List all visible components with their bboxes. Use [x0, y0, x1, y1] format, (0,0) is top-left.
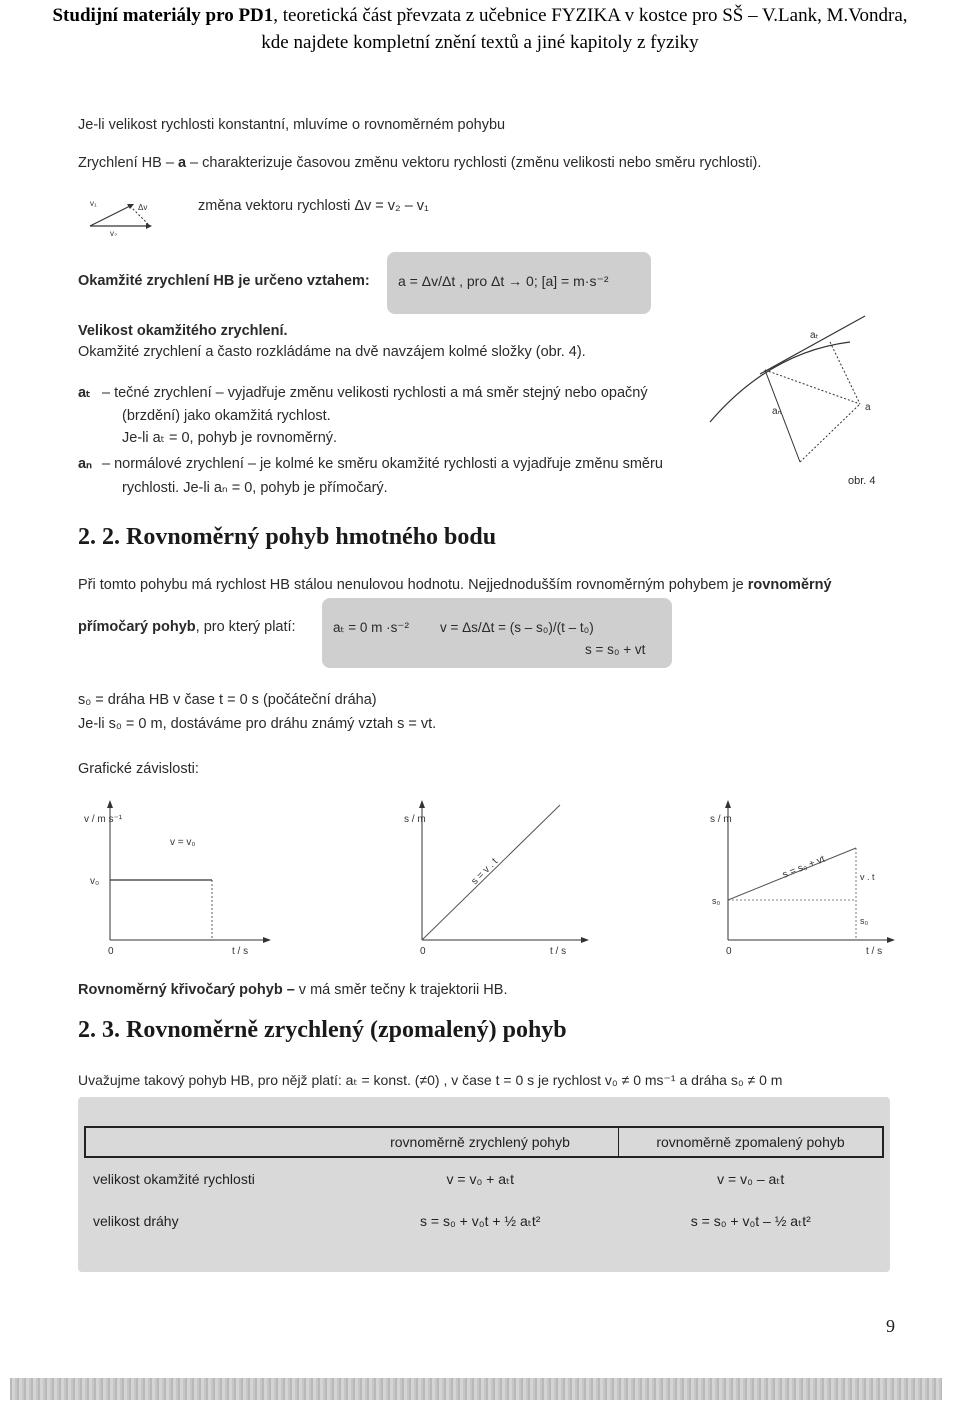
graph3-segment-s0: s₀ — [860, 916, 869, 926]
graph1-y0-label: v₀ — [90, 876, 100, 887]
figure-label-an: aₙ — [772, 406, 782, 417]
formula-distance: s = s₀ + vt — [585, 642, 646, 657]
section-2-2-title: 2. 2. Rovnoměrný pohyb hmotného bodu — [78, 524, 497, 550]
graph-velocity-time — [82, 800, 272, 960]
graph2-xlabel: t / s — [550, 946, 567, 957]
acceleration-label: Zrychlení HB – — [78, 155, 174, 171]
table-header-cell-1: rovnoměrně zrychlený pohyb — [342, 1127, 619, 1157]
graph3-origin: 0 — [726, 946, 732, 957]
graphs-title: Grafické závislosti: — [78, 761, 199, 777]
s0-definition: s₀ = dráha HB v čase t = 0 s (počáteční dráha) — [78, 692, 377, 708]
table-cell-velocity-label: velikost okamžité rychlosti — [93, 1171, 255, 1187]
table-header-row — [85, 1127, 883, 1157]
section-2-2-p1-bold: rovnoměrný — [747, 577, 832, 593]
normal-line-1: – normálové zrychlení – je kolmé ke směru okamžité rychlosti a vyjadřuje změnu směru — [102, 456, 663, 472]
graph1-curve-label: v = v₀ — [170, 837, 196, 848]
vector-label-dv: Δv — [138, 203, 148, 212]
scan-edge-strip — [10, 1378, 942, 1400]
table-row-distance — [85, 1200, 883, 1242]
formula-tangential-zero: aₜ = 0 m ·s⁻² — [333, 620, 409, 635]
section-2-2-paragraph-line-2 — [78, 619, 296, 635]
motion-comparison-table — [84, 1126, 884, 1242]
instant-acceleration-label: Okamžité zrychlení HB je určeno vztahem: — [78, 273, 370, 289]
figure-label-at: aₜ — [810, 330, 819, 341]
normal-line-2: rychlosti. Je-li aₙ = 0, pohyb je přímočarý. — [122, 480, 388, 496]
table-header-cell-2: rovnoměrně zpomalený pohyb — [619, 1127, 884, 1157]
graph3-segment-vt: v . t — [860, 872, 875, 882]
graph1-xlabel: t / s — [232, 946, 249, 957]
section-2-2-paragraph-line-1 — [78, 577, 832, 593]
section-2-3-intro: Uvažujme takový pohyb HB, pro nějž platí: aₜ = konst. (≠0) , v čase t = 0 s je rychlost v₀ ≠ 0 ms⁻¹ a dráha s₀ ≠ 0 m — [78, 1072, 783, 1088]
table-cell-velocity-accelerated: v = v₀ + aₜt — [446, 1170, 515, 1187]
header-line-2: kde najdete kompletní znění textů a jiné kapitoly z fyziky — [261, 32, 699, 53]
graph3-curve-label: s = s₀ + vt — [781, 853, 827, 881]
graph2-origin: 0 — [420, 946, 426, 957]
table-cell-distance-label: velikost dráhy — [93, 1213, 179, 1229]
acceleration-definition — [78, 155, 761, 171]
curvilinear-bold: Rovnoměrný křivočarý pohyb – — [78, 982, 295, 998]
graph-distance-time-offset — [706, 800, 896, 960]
tangential-symbol: aₜ — [78, 385, 91, 401]
tangential-line-1: – tečné zrychlení – vyjadřuje změnu velikosti rychlosti a má směr stejný nebo opačný — [102, 385, 648, 401]
vector-triangle-diagram — [86, 196, 156, 236]
tangential-line-3: Je-li aₜ = 0, pohyb je rovnoměrný. — [122, 430, 338, 446]
vector-label-v2: v₂ — [110, 229, 118, 236]
vector-label-v1: v₁ — [90, 199, 97, 208]
graph3-xlabel: t / s — [866, 946, 883, 957]
table-cell-distance-accelerated: s = s₀ + v₀t + ½ aₜt² — [420, 1212, 541, 1229]
graph2-ylabel: s / m — [404, 814, 426, 825]
curvilinear-rest: v má směr tečny k trajektorii HB. — [294, 982, 508, 998]
graph-distance-time — [400, 800, 590, 960]
s0-zero-sentence: Je-li s₀ = 0 m, dostáváme pro dráhu známý vztah s = vt. — [78, 716, 437, 732]
header-bold-title: Studijní materiály pro PD1 — [52, 5, 274, 26]
table-cell-distance-decelerated: s = s₀ + v₀t – ½ aₜt² — [690, 1212, 811, 1229]
section-2-2-p1: Při tomto pohybu má rychlost HB stálou nenulovou hodnotu. Nejjednodušším rovnoměrným pohybem je — [78, 577, 744, 593]
curvilinear-motion — [78, 982, 507, 998]
table-cell-velocity-decelerated: v = v₀ – aₜt — [717, 1170, 785, 1187]
magnitude-title: Velikost okamžitého zrychlení. — [78, 323, 288, 339]
graph2-curve-label: s = v . t — [469, 856, 501, 888]
section-2-2-p2-bold: přímočarý pohyb — [78, 619, 196, 635]
graph3-ylabel: s / m — [710, 814, 732, 825]
vector-change-formula: změna vektoru rychlosti Δv = v₂ – v₁ — [198, 198, 429, 214]
figure-label-a: a — [865, 402, 871, 413]
figure-4-acceleration-components — [700, 312, 890, 502]
header-rest: , teoretická část převzata z učebnice FYZIKA v kostce pro SŠ – V.Lank, M.Vondra, — [273, 5, 908, 26]
graph3-y0-label: s₀ — [712, 896, 721, 906]
magnitude-sentence: Okamžité zrychlení a často rozkládáme na dvě navzájem kolmé složky (obr. 4). — [78, 344, 586, 360]
acceleration-description: – charakterizuje časovou změnu vektoru rychlosti (změnu velikosti nebo směru rychlosti). — [190, 155, 762, 171]
section-2-3-title: 2. 3. Rovnoměrně zrychlený (zpomalený) pohyb — [78, 1017, 567, 1043]
normal-symbol: aₙ — [78, 456, 92, 472]
header-line-1 — [0, 2, 960, 29]
section-2-2-p2: , pro který platí: — [195, 619, 296, 635]
uniform-motion-sentence: Je-li velikost rychlosti konstantní, mluvíme o rovnoměrném pohybu — [78, 117, 506, 133]
table-row-velocity — [85, 1157, 883, 1200]
table-header-cell-0 — [85, 1127, 342, 1157]
tangential-line-2: (brzdění) jako okamžitá rychlost. — [122, 408, 331, 424]
figure-4-caption: obr. 4 — [848, 475, 876, 487]
page-number: 9 — [886, 1316, 895, 1336]
document-header — [0, 2, 960, 56]
acceleration-symbol: a — [177, 155, 187, 171]
formula-velocity: v = Δs/Δt = (s – s₀)/(t – t₀) — [440, 620, 594, 635]
graph1-origin: 0 — [108, 946, 114, 957]
instant-acceleration-formula: a = Δv/Δt , pro Δt → 0; [a] = m·s⁻² — [398, 273, 609, 289]
graph1-ylabel: v / m s⁻¹ — [84, 814, 123, 825]
